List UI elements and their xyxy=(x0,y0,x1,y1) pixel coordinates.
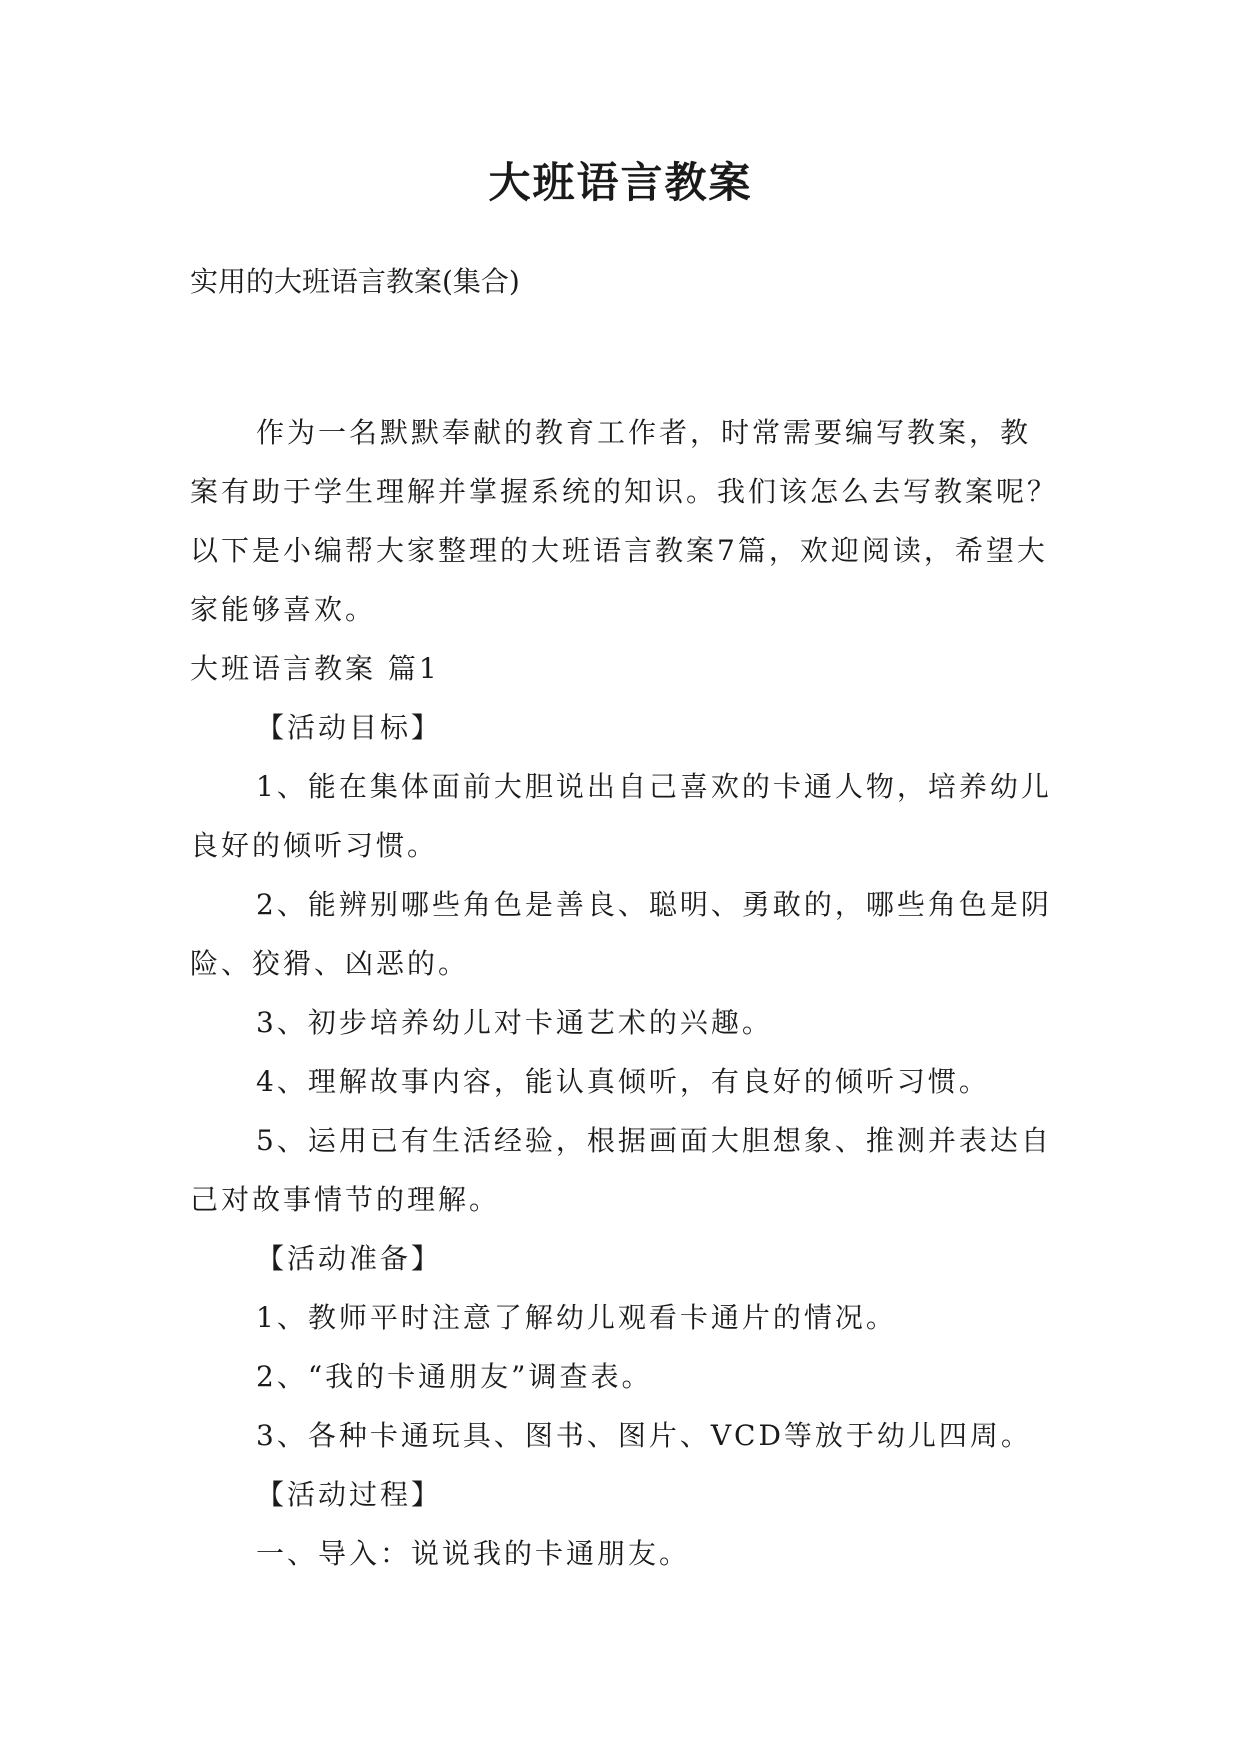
goals-heading: 【活动目标】 xyxy=(256,711,443,744)
section-title: 大班语言教案 篇1 xyxy=(190,652,440,685)
prep-item: 1、教师平时注意了解幼儿观看卡通片的情况。 xyxy=(256,1301,897,1334)
goal-item: 1、能在集体面前大胆说出自己喜欢的卡通人物，培养幼儿良好的倾听习惯。 xyxy=(190,770,1052,862)
document-title: 大班语言教案 xyxy=(488,158,753,207)
goal-item: 4、理解故事内容，能认真倾听，有良好的倾听习惯。 xyxy=(256,1065,990,1098)
process-item: 一、导入：说说我的卡通朋友。 xyxy=(256,1537,691,1570)
goal-item: 2、能辨别哪些角色是善良、聪明、勇敢的，哪些角色是阴险、狡猾、凶恶的。 xyxy=(190,888,1052,980)
goal-item: 5、运用已有生活经验，根据画面大胆想象、推测并表达自己对故事情节的理解。 xyxy=(190,1124,1052,1216)
process-heading: 【活动过程】 xyxy=(256,1478,443,1511)
document-body xyxy=(190,403,1058,1583)
document-subtitle: 实用的大班语言教案(集合) xyxy=(190,265,520,298)
prep-heading: 【活动准备】 xyxy=(256,1242,443,1275)
prep-item: 2、“我的卡通朋友”调查表。 xyxy=(256,1360,653,1393)
prep-item: 3、各种卡通玩具、图书、图片、VCD等放于幼儿四周。 xyxy=(256,1419,1032,1452)
intro-paragraph: 作为一名默默奉献的教育工作者，时常需要编写教案，教案有助于学生理解并掌握系统的知识。我们该怎么去写教案呢？以下是小编帮大家整理的大班语言教案7篇，欢迎阅读，希望大家能够喜欢。 xyxy=(190,416,1059,626)
goal-item: 3、初步培养幼儿对卡通艺术的兴趣。 xyxy=(256,1006,773,1039)
